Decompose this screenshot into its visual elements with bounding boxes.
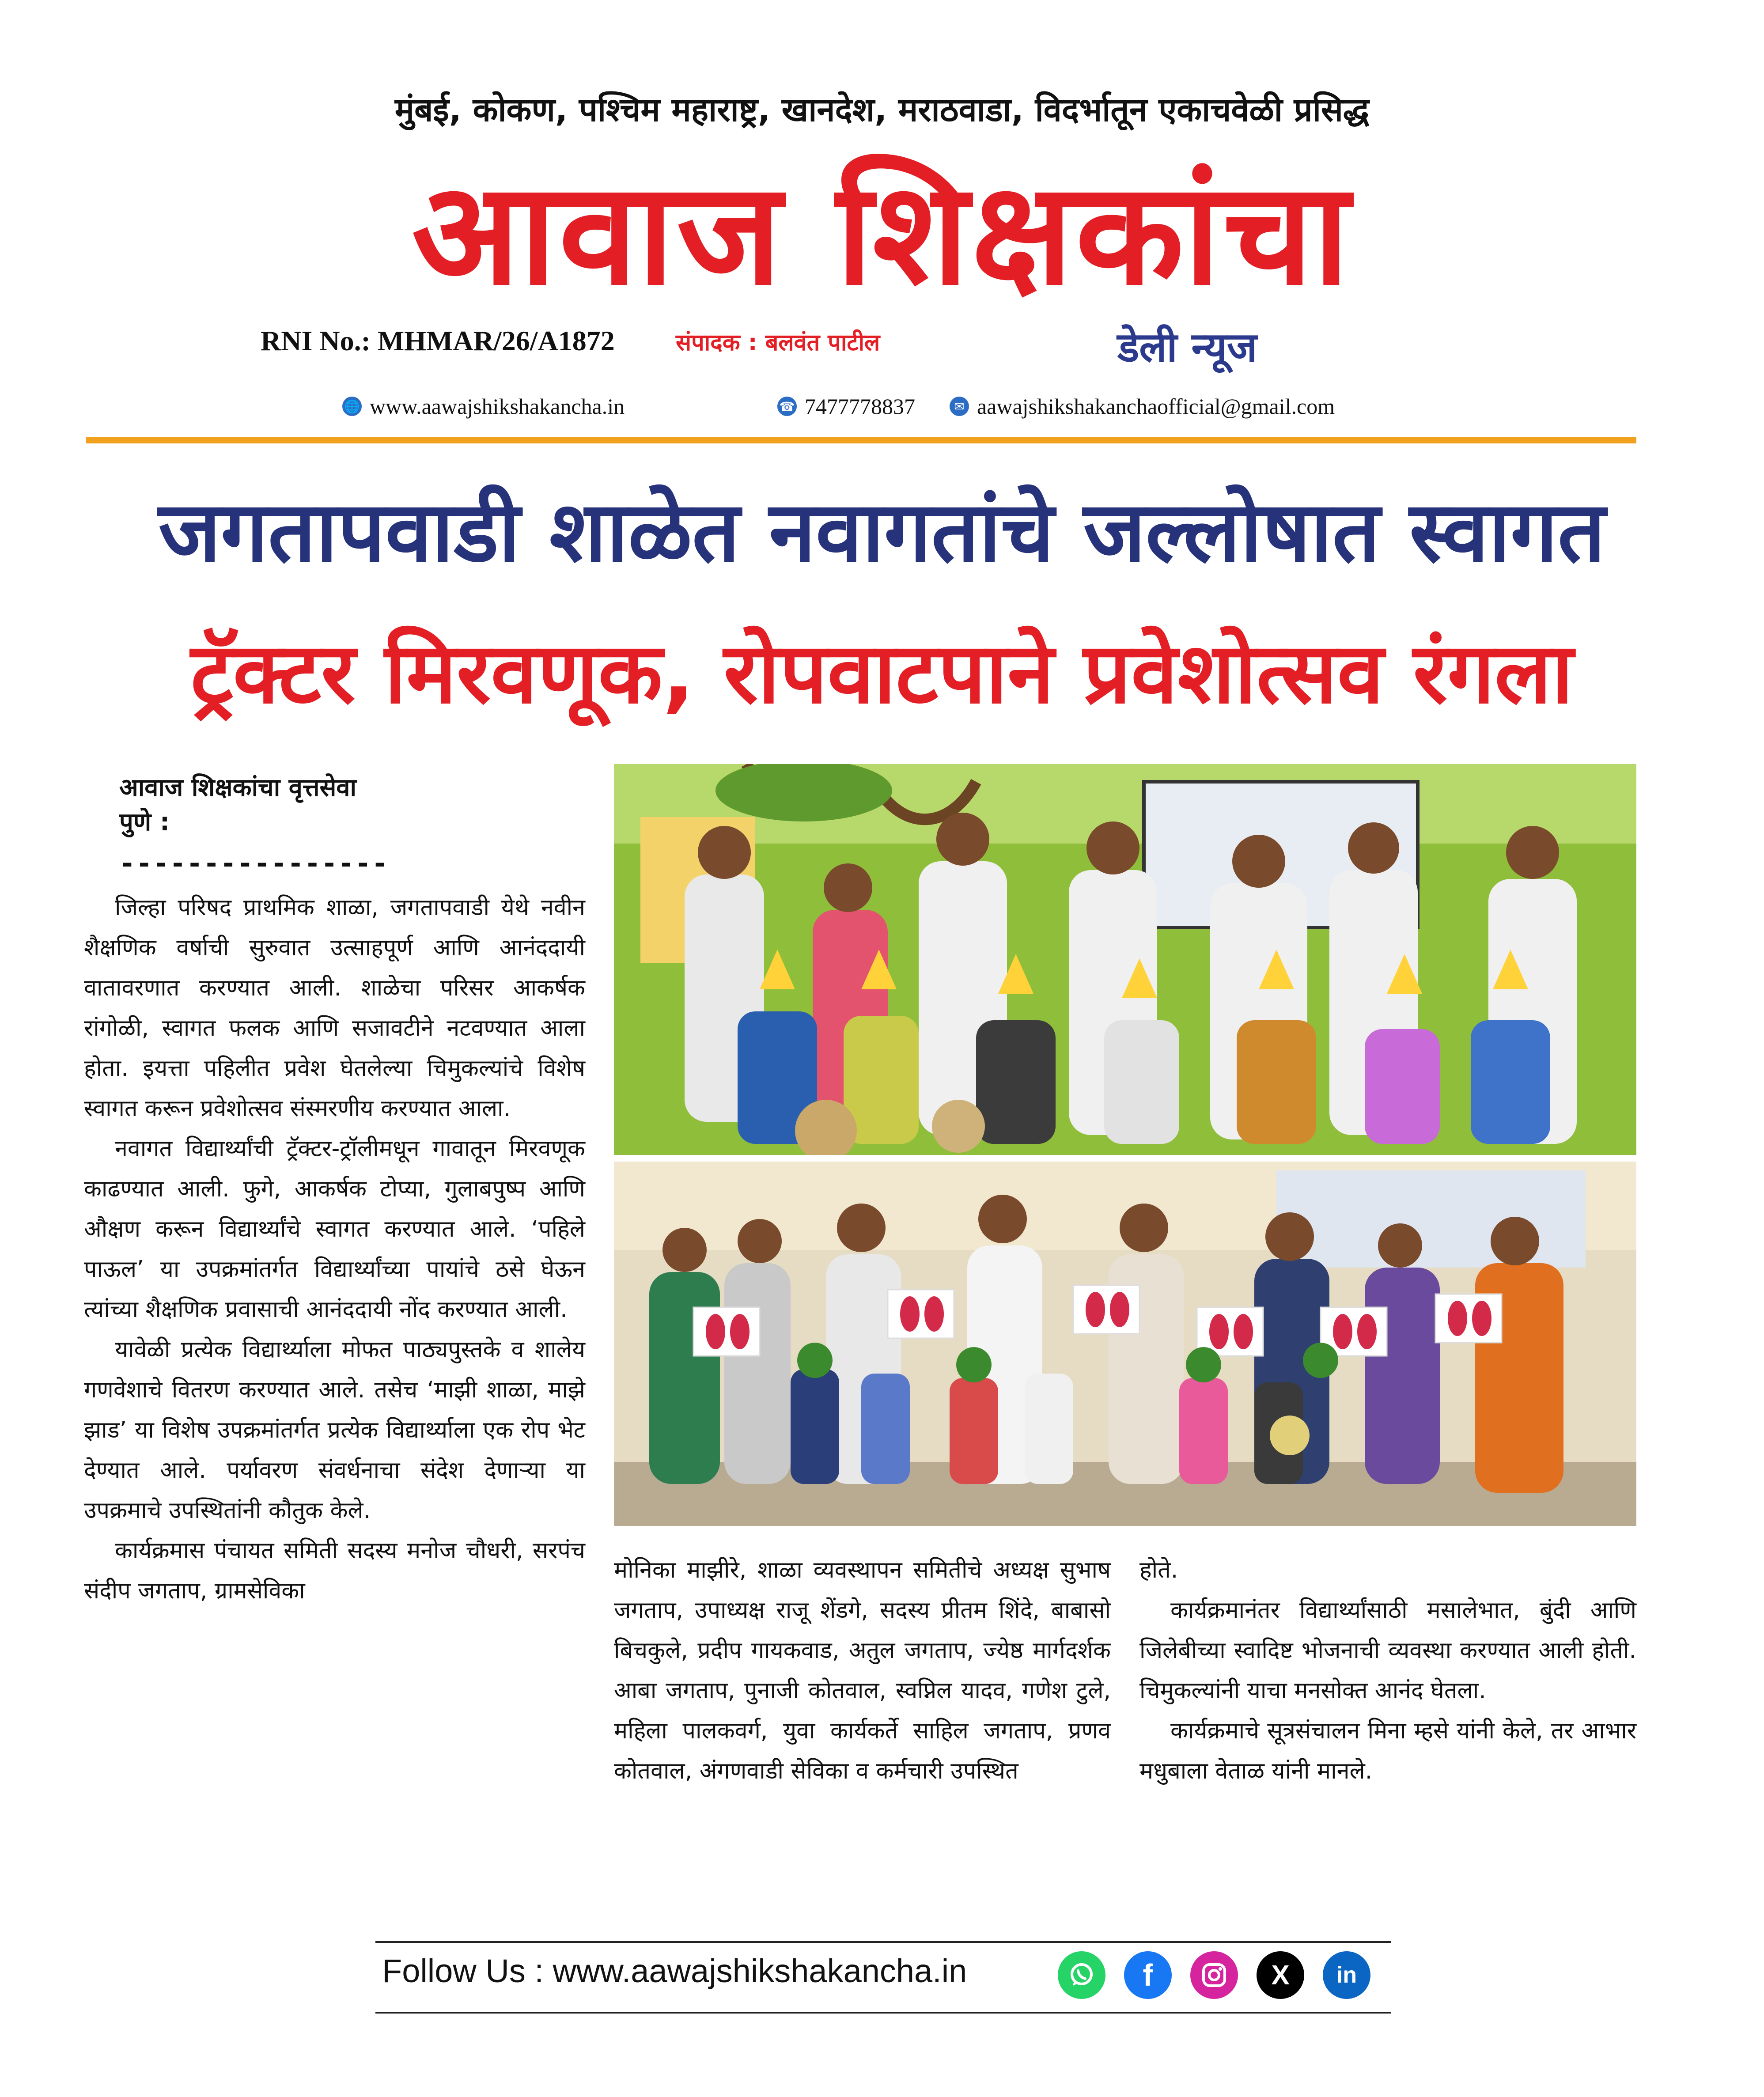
article-column-3 — [1139, 1550, 1636, 1791]
email-icon: ✉ — [950, 397, 969, 416]
email-address[interactable]: aawajshikshakanchaofficial@gmail.com — [977, 394, 1335, 419]
article-paragraph: यावेळी प्रत्येक विद्यार्थ्याला मोफत पाठ्यपुस्तके व शालेय गणवेशाचे वितरण करण्यात आले. तसेच ‘माझी शाळा, माझे झाड’ या विशेष उपक्रमांतर्गत प्रत्येक विद्यार्थ्याला एक रोप भेट देण्यात आले. पर्यावरण संवर्धनाचा संदेश देणाऱ्या या उपक्रमाचे उपस्थितांनी कौतुक केले. — [84, 1336, 585, 1524]
article-paragraph: कार्यक्रमाचे सूत्रसंचालन मिना म्हसे यांनी केले, तर आभार मधुबाला वेताळ यांनी मानले. — [1139, 1718, 1636, 1784]
article-paragraph: कार्यक्रमानंतर विद्यार्थ्यांसाठी मसालेभात, बुंदी आणि जिलेबीच्या स्वादिष्ट भोजनाची व्यवस्था करण्यात आली होती. चिमुकल्यांनी याचा मनसोक्त आनंद घेतला. — [1139, 1597, 1636, 1704]
event-photo-guests — [614, 764, 1636, 1155]
article-subheadline: ट्रॅक्टर मिरवणूक, रोपवाटपाने प्रवेशोत्सव रंगला — [190, 625, 1574, 722]
byline-source: आवाज शिक्षकांचा वृत्तसेवा — [119, 773, 357, 802]
byline — [119, 771, 356, 840]
article-paragraph: कार्यक्रमास पंचायत समिती सदस्य मनोज चौधरी, सरपंच संदीप जगताप, ग्रामसेविका — [84, 1537, 585, 1604]
article-column-2 — [614, 1550, 1111, 1791]
daily-news-label: डेली न्यूज — [1117, 324, 1257, 371]
phone-contact[interactable] — [777, 391, 915, 422]
facebook-glyph: f — [1143, 1958, 1153, 1992]
linkedin-icon[interactable] — [1323, 1951, 1370, 1999]
article-headline: जगतापवाडी शाळेत नवागतांचे जल्लोषात स्वागत — [158, 483, 1606, 581]
footer-divider-bottom — [375, 2012, 1391, 2014]
email-contact[interactable] — [950, 391, 1335, 422]
article-paragraph: होते. — [1139, 1557, 1178, 1583]
photo-footprints-illustration — [614, 1162, 1636, 1526]
masthead-title: आवाज शिक्षकांचा — [412, 152, 1352, 316]
article-paragraph: मोनिका माझीरे, शाळा व्यवस्थापन समितीचे अध्यक्ष सुभाष जगताप, उपाध्यक्ष राजू शेंडगे, सदस्य प्रीतम शिंदे, बाबासो बिचकुले, प्रदीप गायकवाड, अतुल जगताप, ज्येष्ठ मार्गदर्शक आबा जगताप, पुनाजी कोतवाल, स्वप्निल यादव, गणेश टुले, महिला पालकवर्ग, युवा कार्यकर्ते साहिल जगताप, प्रणव कोतवाल, अंगणवाडी सेविका व कर्मचारी उपस्थित — [614, 1557, 1111, 1784]
byline-place: पुणे : — [119, 808, 170, 837]
instagram-icon[interactable] — [1190, 1951, 1238, 1999]
phone-icon: ☎ — [777, 397, 797, 416]
linkedin-glyph: in — [1336, 1962, 1357, 1988]
whatsapp-glyph — [1067, 1961, 1096, 1989]
event-photo-footprints — [614, 1162, 1636, 1526]
facebook-icon[interactable] — [1124, 1951, 1172, 1999]
x-icon[interactable] — [1257, 1951, 1304, 1999]
follow-us-link[interactable]: Follow Us : www.aawajshikshakancha.in — [382, 1953, 967, 1989]
masthead-tagline: मुंबई, कोकण, पश्चिम महाराष्ट्र, खानदेश, मराठवाडा, विदर्भातून एकाचवेळी प्रसिद्ध — [394, 91, 1370, 129]
header-divider — [86, 437, 1636, 443]
website-contact[interactable] — [342, 391, 625, 422]
globe-icon: 🌐 — [342, 397, 362, 416]
article-paragraph: नवागत विद्यार्थ्यांची ट्रॅक्टर-ट्रॉलीमधून गावातून मिरवणूक काढण्यात आली. फुगे, आकर्षक टोप्या, गुलाबपुष्प आणि औक्षण करून विद्यार्थ्यांचे स्वागत करण्यात आले. ‘पहिले पाऊल’ या उपक्रमांतर्गत विद्यार्थ्यांच्या पायांचे ठसे घेऊन त्यांच्या शैक्षणिक प्रवासाची आनंददायी नोंद करण्यात आली. — [84, 1136, 585, 1323]
photo-guests-illustration — [614, 764, 1636, 1155]
footer-divider-top — [375, 1941, 1391, 1943]
rni-number: RNI No.: MHMAR/26/A1872 — [261, 325, 615, 356]
website-link[interactable]: www.aawajshikshakancha.in — [370, 394, 625, 419]
phone-number[interactable]: 7477778837 — [805, 394, 915, 419]
article-paragraph: जिल्हा परिषद प्राथमिक शाळा, जगतापवाडी येथे नवीन शैक्षणिक वर्षाची सुरुवात उत्साहपूर्ण आणि आनंददायी वातावरणात करण्यात आली. शाळेचा परिसर आकर्षक रांगोळी, स्वागत फलक आणि सजावटीने नटवण्यात आला होता. इयत्ता पहिलीत प्रवेश घेतलेल्या चिमुकल्यांचे विशेष स्वागत करून प्रवेशोत्सव संस्मरणीय करण्यात आला. — [84, 894, 585, 1122]
editor-credit: संपादक : बलवंत पाटील — [676, 329, 880, 356]
instagram-glyph — [1200, 1961, 1228, 1989]
whatsapp-icon[interactable] — [1058, 1951, 1105, 1999]
article-column-1 — [84, 888, 585, 1611]
x-glyph: X — [1271, 1960, 1290, 1991]
byline-separator: ---------------- — [119, 848, 389, 879]
